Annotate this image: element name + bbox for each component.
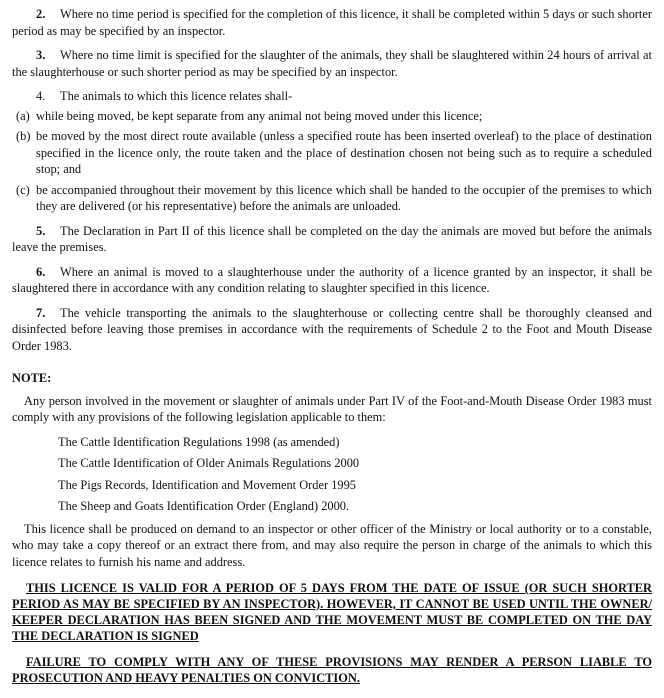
condition-number: 3.: [36, 48, 46, 62]
condition-number: 4.: [36, 89, 46, 103]
condition-number: 5.: [36, 223, 46, 238]
condition-text: The vehicle transporting the animals to the slaughterhouse or collecting centre shall be thoroughly cleansed and disinfected before leaving those premises in accordance with the requirements of Schedule 2 to the Foot and Mouth Disease Order 1983.: [12, 305, 652, 353]
condition-2: [12, 6, 652, 39]
item-label: (a): [16, 108, 30, 123]
condition-4: [12, 88, 652, 105]
item-label: (b): [16, 129, 31, 143]
condition-4-item-a: [12, 108, 652, 125]
item-label: (c): [16, 182, 30, 197]
validity-warning: THIS LICENCE IS VALID FOR A PERIOD OF 5 DAYS FROM THE DATE OF ISSUE (OR SUCH SHORTER PERIOD AS MAY BE SPECIFIED BY AN INSPECTOR). HOWEVER, IT CANNOT BE USED UNTIL THE OWNER/ KEEPER DECLARATION HAS BEEN SIGNED AND THE MOVEMENT MUST BE COMPLETED ON THE DAY THE DECLARATION IS SIGNED: [12, 581, 652, 643]
condition-number: 2.: [36, 7, 46, 21]
condition-text: Where an animal is moved to a slaughterhouse under the authority of a licence granted by an inspector, it shall be slaughtered there in accordance with any condition relating to slaughter specified in this licence.: [12, 264, 652, 295]
condition-6: [12, 264, 652, 297]
condition-7: [12, 305, 652, 355]
legislation-item: The Cattle Identification Regulations 1998 (as amended): [58, 434, 340, 449]
licence-conditions-page: [12, 6, 652, 686]
item-text: while being moved, be kept separate from any animal not being moved under this licence;: [36, 108, 483, 123]
item-text: be moved by the most direct route available (unless a specified route has been inserted overleaf) to the place of destination specified in the licence only, the route taken and the place of destination chosen not being such as to require a scheduled stop; and: [36, 129, 652, 176]
legislation-item: The Sheep and Goats Identification Order (England) 2000.: [58, 499, 350, 513]
production-requirement: This licence shall be produced on demand to an inspector or other officer of the Ministry or local authority or to a constable, who may take a copy thereof or an extract there from, and may also require the person in charge of the animals to which this licence relates to furnish his name and address.: [12, 521, 652, 569]
condition-3: [12, 47, 652, 80]
condition-number: 6.: [36, 264, 46, 279]
condition-5: [12, 223, 652, 256]
note-heading: NOTE:: [12, 371, 52, 385]
condition-text: The animals to which this licence relates shall-: [60, 89, 293, 103]
condition-text: The Declaration in Part II of this licence shall be completed on the day the animals are moved but before the animals leave the premises.: [12, 223, 652, 254]
note-intro: Any person involved in the movement or slaughter of animals under Part IV of the Foot-and-Mouth Disease Order 1983 must comply with any provisions of the following legislation applicable to them:: [12, 393, 652, 424]
condition-4-item-b: [12, 128, 652, 178]
condition-4-item-c: [12, 182, 652, 215]
legislation-list: [58, 434, 652, 515]
legislation-item: The Cattle Identification of Older Animals Regulations 2000: [58, 456, 360, 470]
penalty-warning: FAILURE TO COMPLY WITH ANY OF THESE PROVISIONS MAY RENDER A PERSON LIABLE TO PROSECUTION AND HEAVY PENALTIES ON CONVICTION.: [12, 655, 652, 685]
condition-number: 7.: [36, 305, 46, 320]
condition-text: Where no time period is specified for the completion of this licence, it shall be completed within 5 days or such shorter period as may be specified by an inspector.: [12, 7, 652, 38]
item-text: be accompanied throughout their movement by this licence which shall be handed to the occupier of the premises to which they are delivered (or his representative) before the animals are unloaded.: [36, 182, 652, 213]
legislation-item: The Pigs Records, Identification and Movement Order 1995: [58, 477, 356, 492]
condition-text: Where no time limit is specified for the slaughter of the animals, they shall be slaughtered within 24 hours of arrival at the slaughterhouse or such shorter period as may be specified by an inspector.: [12, 48, 652, 79]
